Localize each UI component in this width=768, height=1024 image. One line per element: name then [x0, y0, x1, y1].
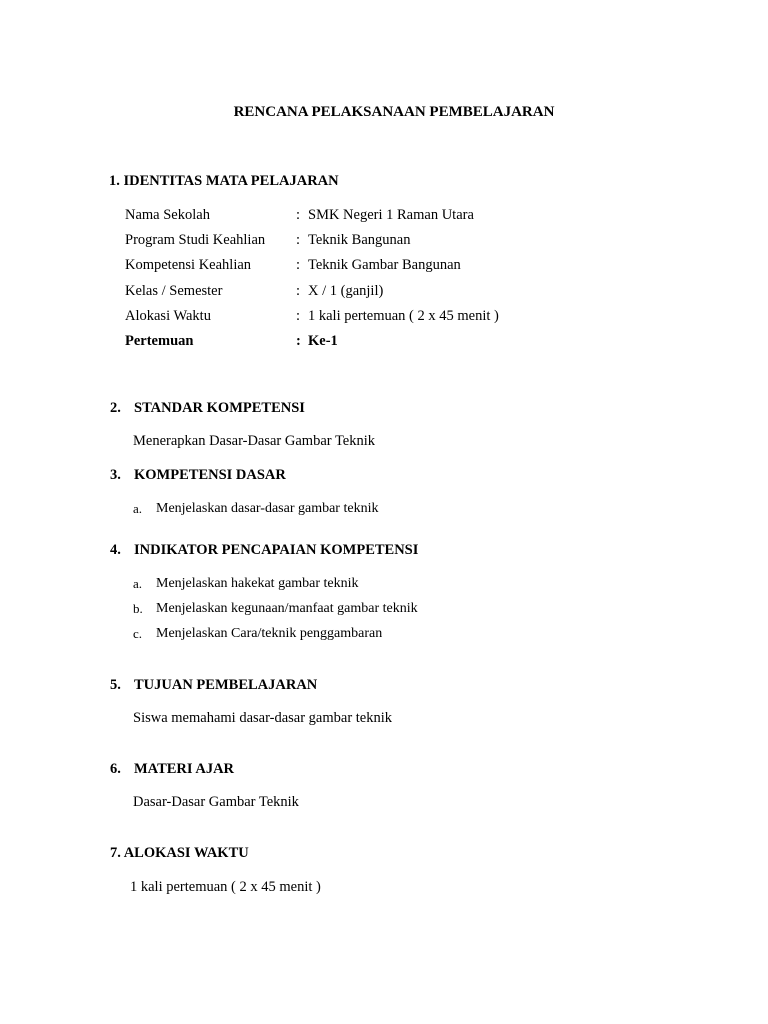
- section-title: MATERI AJAR: [134, 761, 235, 777]
- identity-label: Kelas / Semester: [125, 283, 223, 299]
- section-title: TUJUAN PEMBELAJARAN: [134, 677, 318, 693]
- identity-label: Nama Sekolah: [125, 207, 210, 223]
- section-title: KOMPETENSI DASAR: [134, 467, 286, 483]
- section-number: 6.: [110, 761, 121, 777]
- list-text: Menjelaskan kegunaan/manfaat gambar teknik: [156, 601, 418, 616]
- identity-colon: :: [296, 232, 301, 248]
- section-5-heading: [110, 677, 317, 694]
- identity-value: Ke-1: [308, 333, 338, 349]
- identity-value: Teknik Gambar Bangunan: [308, 257, 461, 273]
- section-6-heading: [110, 761, 234, 778]
- section-4-heading: [110, 542, 418, 559]
- identity-value: Teknik Bangunan: [308, 232, 411, 248]
- section-7-heading: 7. ALOKASI WAKTU: [110, 845, 249, 861]
- section-2-heading: [110, 400, 305, 417]
- section-number: 3.: [110, 467, 121, 483]
- identity-label: Pertemuan: [125, 333, 194, 349]
- section-number: 5.: [110, 677, 121, 693]
- identity-colon: :: [296, 308, 301, 324]
- section-title: INDIKATOR PENCAPAIAN KOMPETENSI: [134, 542, 419, 558]
- list-text: Menjelaskan dasar-dasar gambar teknik: [156, 501, 379, 516]
- section-1-heading: 1. IDENTITAS MATA PELAJARAN: [109, 173, 339, 189]
- list-marker: b.: [133, 601, 143, 616]
- identity-colon: :: [296, 283, 301, 299]
- list-text: Menjelaskan hakekat gambar teknik: [156, 576, 359, 591]
- section-title: STANDAR KOMPETENSI: [134, 400, 305, 416]
- section-6-text: Dasar-Dasar Gambar Teknik: [133, 794, 299, 810]
- list-text: Menjelaskan Cara/teknik penggambaran: [156, 626, 383, 641]
- section-7-text: 1 kali pertemuan ( 2 x 45 menit ): [130, 879, 321, 895]
- identity-value: 1 kali pertemuan ( 2 x 45 menit ): [308, 308, 499, 324]
- list-marker: a.: [133, 501, 143, 516]
- identity-colon: :: [296, 333, 301, 349]
- identity-value: X / 1 (ganjil): [308, 283, 384, 299]
- list-marker: c.: [133, 626, 143, 641]
- section-number: 4.: [110, 542, 121, 558]
- identity-label: Kompetensi Keahlian: [125, 257, 252, 273]
- section-2-text: Menerapkan Dasar-Dasar Gambar Teknik: [133, 433, 376, 449]
- identity-colon: :: [296, 257, 301, 273]
- identity-value: SMK Negeri 1 Raman Utara: [308, 207, 474, 223]
- document-title: RENCANA PELAKSANAAN PEMBELAJARAN: [233, 104, 555, 120]
- identity-label: Program Studi Keahlian: [125, 232, 266, 248]
- section-5-text: Siswa memahami dasar-dasar gambar teknik: [133, 710, 393, 726]
- list-marker: a.: [133, 576, 143, 591]
- identity-label: Alokasi Waktu: [125, 308, 211, 324]
- section-number: 2.: [110, 400, 121, 416]
- section-3-heading: [110, 467, 286, 484]
- identity-colon: :: [296, 207, 301, 223]
